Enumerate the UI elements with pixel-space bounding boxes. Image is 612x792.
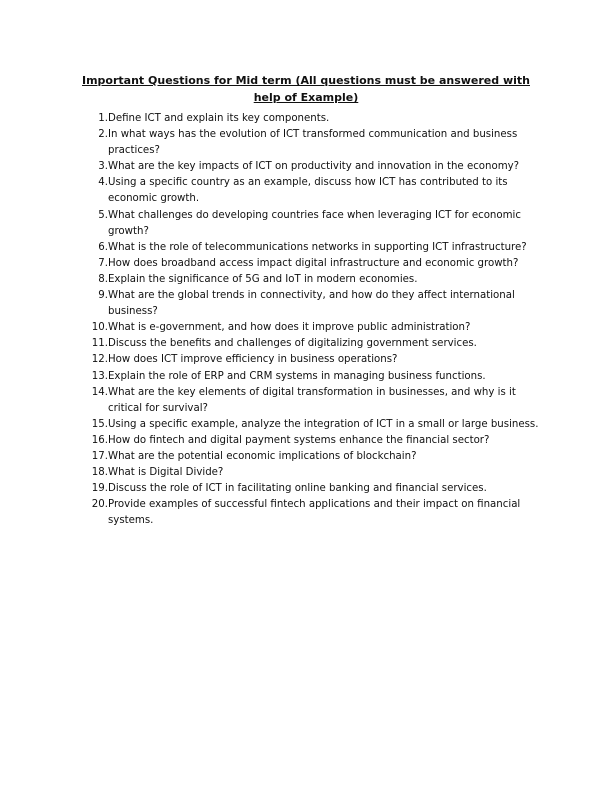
item-number: 5. — [98, 209, 108, 221]
item-number: 3. — [98, 161, 108, 173]
list-item — [88, 288, 548, 320]
item-number: 6. — [98, 241, 108, 253]
list-item — [88, 256, 548, 272]
list-item — [88, 497, 548, 529]
item-text: Using a specific country as an example, discuss how ICT has contributed to its economic growth. — [108, 177, 508, 205]
item-text: What is e-government, and how does it improve public administration? — [108, 322, 471, 334]
item-text: What are the global trends in connectivity, and how do they affect international business? — [108, 290, 515, 318]
item-text: What is the role of telecommunications networks in supporting ICT infrastructure? — [108, 241, 527, 253]
item-number: 8. — [98, 273, 108, 285]
item-text: Provide examples of successful fintech applications and their impact on financial systems. — [108, 499, 521, 527]
list-item — [88, 369, 548, 385]
item-text: Discuss the role of ICT in facilitating online banking and financial services. — [108, 483, 487, 495]
list-item — [88, 240, 548, 256]
item-number: 20. — [91, 499, 108, 511]
list-item — [88, 272, 548, 288]
item-text: Explain the significance of 5G and IoT in modern economies. — [108, 273, 418, 285]
item-number: 4. — [98, 177, 108, 189]
list-item — [88, 481, 548, 497]
item-number: 9. — [98, 290, 108, 302]
item-number: 19. — [91, 483, 108, 495]
list-item — [88, 320, 548, 336]
item-number: 12. — [91, 354, 108, 366]
list-item — [88, 433, 548, 449]
list-item — [88, 465, 548, 481]
item-number: 13. — [91, 370, 108, 382]
list-item — [88, 417, 548, 433]
item-number: 18. — [91, 467, 108, 479]
list-item — [88, 127, 548, 159]
item-text: Define ICT and explain its key components. — [108, 113, 330, 124]
item-number: 2. — [98, 129, 108, 141]
page-title: Important Questions for Mid term (All questions must be answered with help of Example) — [82, 74, 530, 104]
item-text: What are the key elements of digital transformation in businesses, and why is it critical for survival? — [108, 386, 516, 414]
list-item — [88, 385, 548, 417]
item-text: In what ways has the evolution of ICT transformed communication and business practices? — [108, 129, 518, 157]
list-item — [88, 111, 548, 127]
item-text: How does ICT improve efficiency in business operations? — [108, 354, 398, 366]
item-text: What are the key impacts of ICT on productivity and innovation in the economy? — [108, 161, 520, 173]
item-text: What is Digital Divide? — [108, 467, 224, 479]
item-number: 17. — [91, 450, 108, 462]
list-item — [88, 449, 548, 465]
item-number: 15. — [91, 418, 108, 430]
item-number: 16. — [91, 434, 108, 446]
list-item — [88, 208, 548, 240]
item-text: What challenges do developing countries face when leveraging ICT for economic growth? — [108, 209, 521, 237]
item-number: 7. — [98, 257, 108, 269]
list-item — [88, 175, 548, 207]
item-text: Using a specific example, analyze the integration of ICT in a small or large business. — [108, 418, 539, 430]
list-item — [88, 336, 548, 352]
item-number: 11. — [91, 338, 108, 350]
item-number: 10. — [91, 322, 108, 334]
item-text: Discuss the benefits and challenges of digitalizing government services. — [108, 338, 477, 350]
question-list — [88, 111, 548, 529]
list-item — [88, 352, 548, 368]
item-text: Explain the role of ERP and CRM systems in managing business functions. — [108, 370, 486, 382]
item-text: How do fintech and digital payment systems enhance the financial sector? — [108, 434, 490, 446]
list-item — [88, 159, 548, 175]
item-text: What are the potential economic implications of blockchain? — [108, 450, 417, 462]
item-number: 1. — [98, 113, 108, 124]
item-text: How does broadband access impact digital infrastructure and economic growth? — [108, 257, 519, 269]
item-number: 14. — [91, 386, 108, 398]
